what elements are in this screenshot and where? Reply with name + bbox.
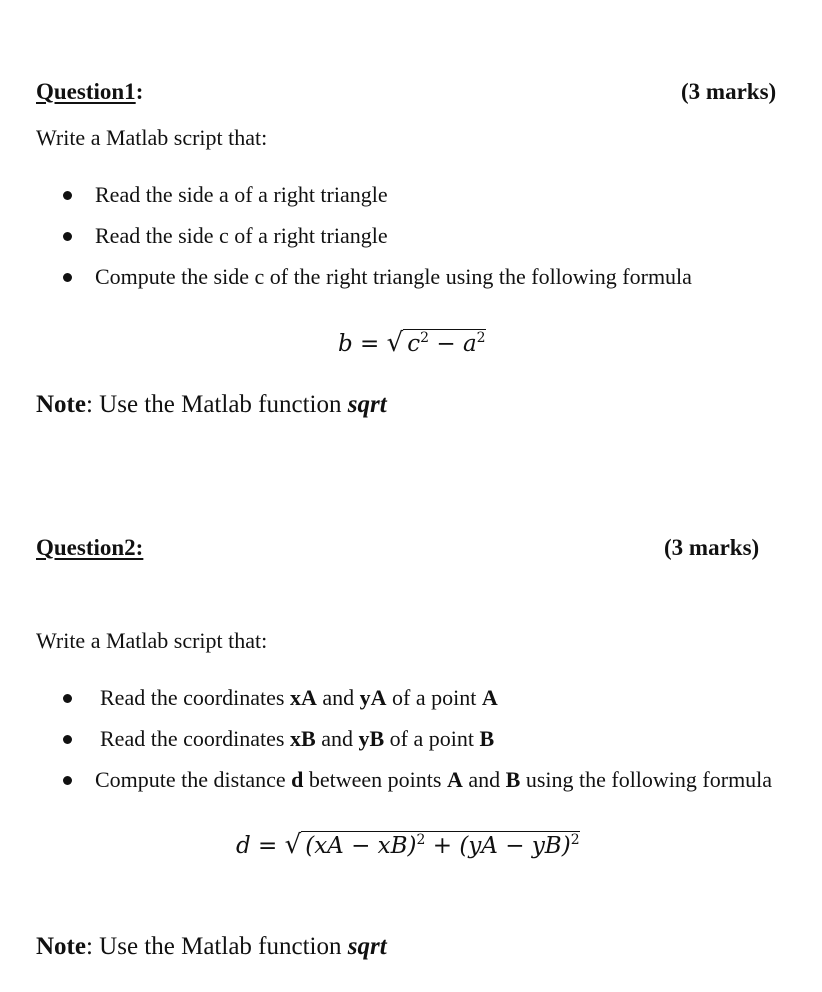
question2-formula bbox=[236, 830, 580, 860]
sqrt-icon: √ bbox=[284, 830, 302, 860]
sqrt-icon: √ bbox=[386, 328, 404, 358]
question2-intro: Write a Matlab script that: bbox=[36, 628, 268, 653]
bullet-icon bbox=[63, 191, 72, 200]
bullet-icon bbox=[63, 776, 72, 785]
formula-radicand: (xA − xB)$^2$ + (yA − yB)$^2$ bbox=[301, 831, 579, 859]
question1-bullet-3: Compute the side c of the right triangle using the following formula bbox=[95, 264, 692, 289]
bullet-icon bbox=[63, 273, 72, 282]
formula-lhs: b bbox=[338, 331, 353, 357]
question2-bullet-3: Compute the distance d between points A and B using the following formula bbox=[95, 767, 773, 792]
question1-formula bbox=[338, 328, 486, 358]
question2-bullet-2: Read the coordinates xB and yB of a point B bbox=[100, 726, 495, 751]
question2-title: Question2: bbox=[36, 535, 144, 560]
formula-lhs: d bbox=[236, 833, 251, 859]
bullet-icon bbox=[63, 694, 72, 703]
question2-marks: (3 marks) bbox=[664, 535, 760, 560]
question2-note: Note: Use the Matlab function sqrt bbox=[36, 933, 387, 960]
question1-note: Note: Use the Matlab function sqrt bbox=[36, 391, 387, 418]
question1-bullet-2: Read the side c of a right triangle bbox=[95, 223, 388, 248]
question2-bullet-1: Read the coordinates xA and yA of a point A bbox=[100, 685, 498, 710]
question1-intro: Write a Matlab script that: bbox=[36, 125, 268, 150]
formula-equals: = bbox=[360, 331, 380, 357]
formula-radicand: $c^2 - a^2$ bbox=[403, 329, 485, 357]
question1-bullet-1: Read the side a of a right triangle bbox=[95, 182, 388, 207]
bullet-icon bbox=[63, 232, 72, 241]
formula-equals: = bbox=[258, 833, 278, 859]
bullet-icon bbox=[63, 735, 72, 744]
question1-marks: (3 marks) bbox=[681, 79, 777, 104]
question1-title: Question1: bbox=[36, 79, 144, 104]
